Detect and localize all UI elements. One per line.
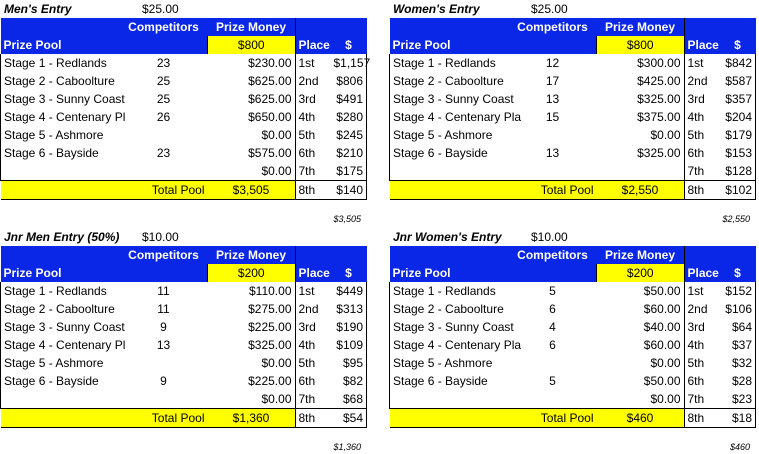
entry-block-men bbox=[0, 0, 371, 224]
stage-name-cell[interactable]: Stage 4 - Centenary Pl bbox=[1, 108, 120, 126]
prize-pool-value[interactable]: $200 bbox=[208, 264, 296, 282]
competitors-cell[interactable]: 15 bbox=[545, 110, 560, 124]
stage-name-cell[interactable] bbox=[1, 162, 120, 181]
total-pool-value[interactable]: $1,360 bbox=[208, 409, 296, 428]
amount-cell[interactable]: $18 bbox=[720, 409, 756, 428]
place-cell[interactable]: 8th bbox=[295, 181, 331, 200]
entry-title: Jnr Women's Entry bbox=[393, 230, 502, 244]
amount-header[interactable]: $ bbox=[331, 264, 367, 282]
competitors-cell[interactable]: 12 bbox=[545, 56, 560, 70]
table-row bbox=[390, 372, 756, 390]
prize-pool-label[interactable]: Prize Pool bbox=[390, 36, 509, 54]
entry-header bbox=[389, 228, 759, 246]
stage-name-cell[interactable]: Stage 6 - Bayside bbox=[1, 144, 120, 162]
prize-table bbox=[389, 18, 756, 200]
place-cell[interactable]: 7th bbox=[295, 390, 331, 409]
table-row bbox=[390, 108, 756, 126]
place-cell[interactable]: 1st bbox=[295, 282, 331, 300]
prize-money-cell[interactable]: $375.00 bbox=[637, 110, 681, 124]
amount-cell[interactable]: $449 bbox=[331, 282, 367, 300]
prize-money-cell[interactable]: $50.00 bbox=[643, 284, 681, 298]
competitors-header[interactable]: Competitors bbox=[120, 18, 208, 36]
prize-money-cell[interactable]: $0.00 bbox=[650, 356, 681, 370]
header-blank bbox=[720, 246, 756, 264]
table-row bbox=[1, 282, 367, 300]
place-cell[interactable]: 6th bbox=[295, 144, 331, 162]
amount-cell[interactable]: $357 bbox=[720, 90, 756, 108]
table-row bbox=[1, 300, 367, 318]
footnote-total: $1,360 bbox=[333, 442, 361, 452]
place-cell[interactable]: 4th bbox=[684, 108, 720, 126]
stage-name-cell[interactable]: Stage 4 - Centenary Pl bbox=[1, 336, 120, 354]
header-blank bbox=[684, 246, 720, 264]
header-blank bbox=[331, 18, 367, 36]
stage-name-cell[interactable]: Stage 2 - Caboolture bbox=[390, 300, 509, 318]
place-cell[interactable]: 6th bbox=[684, 372, 720, 390]
header-blank bbox=[720, 18, 756, 36]
table-row bbox=[1, 126, 367, 144]
competitors-cell[interactable]: 13 bbox=[156, 338, 171, 352]
table-row bbox=[390, 90, 756, 108]
prize-money-cell[interactable]: $625.00 bbox=[248, 74, 292, 88]
stage-name-cell[interactable]: Stage 2 - Caboolture bbox=[1, 300, 120, 318]
entry-fee: $25.00 bbox=[531, 2, 568, 16]
prize-pool-value[interactable]: $200 bbox=[597, 264, 685, 282]
amount-cell[interactable]: $842 bbox=[720, 54, 756, 72]
amount-cell[interactable]: $245 bbox=[331, 126, 367, 144]
header-row bbox=[1, 246, 367, 264]
amount-cell[interactable]: $82 bbox=[331, 372, 367, 390]
prize-money-cell[interactable]: $275.00 bbox=[248, 302, 292, 316]
amount-cell[interactable]: $1,157 bbox=[331, 54, 367, 72]
header-row bbox=[390, 246, 756, 264]
stage-name-cell[interactable] bbox=[390, 390, 509, 409]
header-blank bbox=[331, 246, 367, 264]
entry-header bbox=[389, 0, 759, 18]
table-row bbox=[1, 336, 367, 354]
stage-name-cell[interactable]: Stage 1 - Redlands bbox=[390, 54, 509, 72]
competitors-header[interactable]: Competitors bbox=[509, 18, 597, 36]
place-cell[interactable]: 3rd bbox=[295, 90, 331, 108]
header-blank bbox=[390, 18, 509, 36]
place-header[interactable]: Place bbox=[295, 264, 331, 282]
prize-money-cell[interactable]: $40.00 bbox=[643, 320, 681, 334]
table-row bbox=[390, 144, 756, 162]
header-blank bbox=[509, 36, 597, 54]
header-blank bbox=[1, 246, 120, 264]
competitors-cell[interactable]: 11 bbox=[157, 284, 170, 298]
amount-cell[interactable]: $102 bbox=[720, 181, 756, 200]
competitors-cell[interactable]: 17 bbox=[545, 74, 560, 88]
prize-money-cell[interactable]: $0.00 bbox=[261, 392, 292, 406]
total-pool-label[interactable]: Total Pool bbox=[509, 181, 597, 200]
amount-cell[interactable]: $95 bbox=[331, 354, 367, 372]
competitors-header[interactable]: Competitors bbox=[120, 246, 208, 264]
prize-money-cell[interactable]: $225.00 bbox=[248, 320, 292, 334]
footnote-total: $2,550 bbox=[722, 214, 750, 224]
prize-money-cell[interactable]: $0.00 bbox=[261, 128, 292, 142]
competitors-cell[interactable] bbox=[120, 126, 208, 144]
table-row bbox=[1, 72, 367, 90]
amount-cell[interactable]: $153 bbox=[720, 144, 756, 162]
entry-block-jnr-women bbox=[389, 228, 759, 452]
place-cell[interactable]: 3rd bbox=[295, 318, 331, 336]
competitors-cell[interactable]: 9 bbox=[160, 374, 167, 388]
prize-pool-row bbox=[1, 264, 367, 282]
entry-block-women bbox=[389, 0, 759, 224]
total-pool-label[interactable]: Total Pool bbox=[120, 181, 208, 200]
stage-name-cell[interactable]: Stage 6 - Bayside bbox=[1, 372, 120, 390]
entry-title: Women's Entry bbox=[393, 2, 480, 16]
competitors-cell[interactable]: 13 bbox=[545, 146, 560, 160]
amount-cell[interactable]: $587 bbox=[720, 72, 756, 90]
table-row bbox=[1, 54, 367, 72]
prize-money-cell[interactable]: $60.00 bbox=[643, 338, 681, 352]
stage-name-cell[interactable]: Stage 5 - Ashmore bbox=[390, 126, 509, 144]
table-row bbox=[1, 144, 367, 162]
place-cell[interactable]: 3rd bbox=[684, 318, 720, 336]
place-cell[interactable]: 5th bbox=[295, 126, 331, 144]
amount-cell[interactable]: $23 bbox=[720, 390, 756, 409]
competitors-cell[interactable]: 4 bbox=[549, 320, 556, 334]
place-cell[interactable]: 5th bbox=[684, 354, 720, 372]
total-blank bbox=[390, 181, 509, 200]
competitors-cell[interactable] bbox=[120, 162, 208, 181]
amount-cell[interactable]: $190 bbox=[331, 318, 367, 336]
place-cell[interactable]: 3rd bbox=[684, 90, 720, 108]
table-row bbox=[390, 54, 756, 72]
competitors-cell[interactable] bbox=[120, 390, 208, 409]
prize-money-cell[interactable]: $650.00 bbox=[248, 110, 292, 124]
amount-cell[interactable]: $37 bbox=[720, 336, 756, 354]
table-row bbox=[390, 126, 756, 144]
total-pool-label[interactable]: Total Pool bbox=[509, 409, 597, 428]
entry-fee: $10.00 bbox=[531, 230, 568, 244]
prize-pool-row bbox=[390, 36, 756, 54]
place-cell[interactable]: 5th bbox=[684, 126, 720, 144]
entry-header bbox=[0, 228, 370, 246]
competitors-cell[interactable]: 26 bbox=[156, 110, 171, 124]
prize-pool-label[interactable]: Prize Pool bbox=[1, 36, 120, 54]
total-pool-value[interactable]: $3,505 bbox=[208, 181, 296, 200]
competitors-cell[interactable]: 5 bbox=[549, 374, 556, 388]
header-blank bbox=[684, 18, 720, 36]
prize-money-cell[interactable]: $0.00 bbox=[261, 164, 292, 178]
competitors-header[interactable]: Competitors bbox=[509, 246, 597, 264]
competitors-cell[interactable] bbox=[120, 354, 208, 372]
table-row bbox=[390, 162, 756, 181]
amount-cell[interactable]: $313 bbox=[331, 300, 367, 318]
total-row bbox=[1, 181, 367, 200]
prize-money-cell[interactable]: $625.00 bbox=[248, 92, 292, 106]
prize-money-cell[interactable]: $0.00 bbox=[650, 392, 681, 406]
footnote-total: $460 bbox=[729, 442, 750, 452]
entry-block-jnr-men bbox=[0, 228, 370, 452]
prize-money-cell[interactable]: $50.00 bbox=[643, 374, 681, 388]
total-pool-value[interactable]: $460 bbox=[597, 409, 685, 428]
place-cell[interactable]: 7th bbox=[684, 162, 720, 181]
prize-money-header[interactable]: Prize Money bbox=[208, 246, 296, 264]
table-row bbox=[390, 390, 756, 409]
prize-money-cell[interactable]: $300.00 bbox=[637, 56, 681, 70]
header-blank bbox=[390, 246, 509, 264]
stage-name-cell[interactable]: Stage 4 - Centenary Pla bbox=[390, 108, 509, 126]
prize-pool-label[interactable]: Prize Pool bbox=[390, 264, 509, 282]
total-row bbox=[390, 181, 756, 200]
prize-pool-row bbox=[1, 36, 367, 54]
table-row bbox=[1, 162, 367, 181]
stage-name-cell[interactable]: Stage 5 - Ashmore bbox=[1, 354, 120, 372]
amount-cell[interactable]: $32 bbox=[720, 354, 756, 372]
prize-money-header[interactable]: Prize Money bbox=[597, 18, 685, 36]
stage-name-cell[interactable]: Stage 3 - Sunny Coast bbox=[390, 90, 509, 108]
amount-cell[interactable]: $109 bbox=[331, 336, 367, 354]
entry-title: Jnr Men Entry (50%) bbox=[4, 230, 120, 244]
table-row bbox=[1, 90, 367, 108]
prize-money-cell[interactable]: $575.00 bbox=[248, 146, 292, 160]
competitors-cell[interactable]: 25 bbox=[156, 92, 171, 106]
competitors-cell[interactable]: 6 bbox=[549, 302, 556, 316]
header-row bbox=[1, 18, 367, 36]
place-cell[interactable]: 1st bbox=[684, 54, 720, 72]
amount-cell[interactable]: $280 bbox=[331, 108, 367, 126]
place-cell[interactable]: 2nd bbox=[684, 300, 720, 318]
amount-cell[interactable]: $106 bbox=[720, 300, 756, 318]
prize-money-cell[interactable]: $425.00 bbox=[637, 74, 681, 88]
table-row bbox=[390, 300, 756, 318]
entry-title: Men's Entry bbox=[4, 2, 72, 16]
total-row bbox=[1, 409, 367, 428]
place-cell[interactable]: 5th bbox=[295, 354, 331, 372]
table-row bbox=[390, 72, 756, 90]
table-row bbox=[1, 318, 367, 336]
amount-cell[interactable]: $68 bbox=[331, 390, 367, 409]
table-row bbox=[1, 108, 367, 126]
header-row bbox=[390, 18, 756, 36]
entry-header bbox=[0, 0, 370, 18]
footnote-total: $3,505 bbox=[333, 214, 361, 224]
place-cell[interactable]: 6th bbox=[684, 144, 720, 162]
competitors-cell[interactable]: 11 bbox=[157, 302, 170, 316]
amount-header[interactable]: $ bbox=[331, 36, 367, 54]
place-cell[interactable]: 8th bbox=[684, 181, 720, 200]
stage-name-cell[interactable]: Stage 1 - Redlands bbox=[1, 282, 120, 300]
table-row bbox=[390, 354, 756, 372]
header-blank bbox=[120, 264, 208, 282]
amount-header[interactable]: $ bbox=[720, 264, 756, 282]
total-row bbox=[390, 409, 756, 428]
prize-money-cell[interactable]: $0.00 bbox=[261, 356, 292, 370]
stage-name-cell[interactable]: Stage 4 - Centenary Pla bbox=[390, 336, 509, 354]
amount-cell[interactable]: $128 bbox=[720, 162, 756, 181]
stage-name-cell[interactable] bbox=[390, 162, 509, 181]
competitors-cell[interactable]: 25 bbox=[156, 74, 171, 88]
place-cell[interactable]: 7th bbox=[295, 162, 331, 181]
place-cell[interactable]: 7th bbox=[684, 390, 720, 409]
stage-name-cell[interactable]: Stage 1 - Redlands bbox=[390, 282, 509, 300]
place-cell[interactable]: 6th bbox=[295, 372, 331, 390]
amount-cell[interactable]: $806 bbox=[331, 72, 367, 90]
place-header[interactable]: Place bbox=[684, 264, 720, 282]
place-cell[interactable]: 1st bbox=[684, 282, 720, 300]
prize-money-cell[interactable]: $60.00 bbox=[643, 302, 681, 316]
stage-name-cell[interactable]: Stage 1 - Redlands bbox=[1, 54, 120, 72]
stage-name-cell[interactable]: Stage 5 - Ashmore bbox=[390, 354, 509, 372]
stage-name-cell[interactable]: Stage 2 - Caboolture bbox=[1, 72, 120, 90]
header-blank bbox=[295, 246, 331, 264]
prize-money-cell[interactable]: $325.00 bbox=[248, 338, 292, 352]
place-cell[interactable]: 8th bbox=[684, 409, 720, 428]
competitors-cell[interactable] bbox=[509, 162, 597, 181]
competitors-cell[interactable] bbox=[509, 126, 597, 144]
amount-cell[interactable]: $204 bbox=[720, 108, 756, 126]
stage-name-cell[interactable] bbox=[1, 390, 120, 409]
prize-pool-value[interactable]: $800 bbox=[208, 36, 296, 54]
stage-name-cell[interactable]: Stage 2 - Caboolture bbox=[390, 72, 509, 90]
prize-pool-row bbox=[390, 264, 756, 282]
entry-fee: $10.00 bbox=[142, 230, 179, 244]
place-cell[interactable]: 4th bbox=[295, 108, 331, 126]
place-cell[interactable]: 2nd bbox=[684, 72, 720, 90]
competitors-cell[interactable]: 6 bbox=[549, 338, 556, 352]
table-row bbox=[390, 282, 756, 300]
total-blank bbox=[1, 181, 120, 200]
prize-money-cell[interactable]: $230.00 bbox=[248, 56, 292, 70]
prize-money-header[interactable]: Prize Money bbox=[597, 246, 685, 264]
competitors-cell[interactable]: 13 bbox=[545, 92, 560, 106]
header-blank bbox=[509, 264, 597, 282]
amount-cell[interactable]: $54 bbox=[331, 409, 367, 428]
stage-name-cell[interactable]: Stage 3 - Sunny Coast bbox=[390, 318, 509, 336]
header-blank bbox=[120, 36, 208, 54]
header-blank bbox=[295, 18, 331, 36]
table-row bbox=[390, 318, 756, 336]
prize-money-cell[interactable] bbox=[597, 162, 685, 181]
place-cell[interactable]: 4th bbox=[295, 336, 331, 354]
prize-money-cell[interactable]: $325.00 bbox=[637, 146, 681, 160]
place-cell[interactable]: 2nd bbox=[295, 300, 331, 318]
prize-table bbox=[0, 246, 367, 428]
stage-name-cell[interactable]: Stage 6 - Bayside bbox=[390, 144, 509, 162]
prize-money-cell[interactable]: $225.00 bbox=[248, 374, 292, 388]
place-header[interactable]: Place bbox=[684, 36, 720, 54]
competitors-cell[interactable] bbox=[509, 390, 597, 409]
competitors-cell[interactable]: 23 bbox=[156, 56, 171, 70]
prize-money-cell[interactable]: $325.00 bbox=[637, 92, 681, 106]
table-row bbox=[390, 336, 756, 354]
amount-header[interactable]: $ bbox=[720, 36, 756, 54]
amount-cell[interactable]: $491 bbox=[331, 90, 367, 108]
place-header[interactable]: Place bbox=[295, 36, 331, 54]
total-blank bbox=[390, 409, 509, 428]
stage-name-cell[interactable]: Stage 3 - Sunny Coast bbox=[1, 318, 120, 336]
header-blank bbox=[1, 18, 120, 36]
prize-table bbox=[389, 246, 756, 428]
prize-money-cell[interactable]: $0.00 bbox=[650, 128, 681, 142]
amount-cell[interactable]: $210 bbox=[331, 144, 367, 162]
competitors-cell[interactable]: 23 bbox=[156, 146, 171, 160]
amount-cell[interactable]: $64 bbox=[720, 318, 756, 336]
table-row bbox=[1, 354, 367, 372]
total-pool-label[interactable]: Total Pool bbox=[120, 409, 208, 428]
place-cell[interactable]: 1st bbox=[295, 54, 331, 72]
prize-money-cell[interactable]: $110.00 bbox=[249, 284, 292, 298]
table-row bbox=[1, 390, 367, 409]
total-pool-value[interactable]: $2,550 bbox=[597, 181, 685, 200]
table-row bbox=[1, 372, 367, 390]
competitors-cell[interactable] bbox=[509, 354, 597, 372]
entry-fee: $25.00 bbox=[142, 2, 179, 16]
prize-pool-label[interactable]: Prize Pool bbox=[1, 264, 120, 282]
amount-cell[interactable]: $28 bbox=[720, 372, 756, 390]
place-cell[interactable]: 4th bbox=[684, 336, 720, 354]
prize-pool-value[interactable]: $800 bbox=[597, 36, 685, 54]
competitors-cell[interactable]: 9 bbox=[160, 320, 167, 334]
place-cell[interactable]: 8th bbox=[295, 409, 331, 428]
stage-name-cell[interactable]: Stage 3 - Sunny Coast bbox=[1, 90, 120, 108]
amount-cell[interactable]: $175 bbox=[331, 162, 367, 181]
stage-name-cell[interactable]: Stage 5 - Ashmore bbox=[1, 126, 120, 144]
amount-cell[interactable]: $140 bbox=[331, 181, 367, 200]
amount-cell[interactable]: $179 bbox=[720, 126, 756, 144]
competitors-cell[interactable]: 5 bbox=[549, 284, 556, 298]
prize-table bbox=[0, 18, 371, 200]
place-cell[interactable]: 2nd bbox=[295, 72, 331, 90]
stage-name-cell[interactable]: Stage 6 - Bayside bbox=[390, 372, 509, 390]
prize-money-header[interactable]: Prize Money bbox=[208, 18, 296, 36]
total-blank bbox=[1, 409, 120, 428]
amount-cell[interactable]: $152 bbox=[720, 282, 756, 300]
